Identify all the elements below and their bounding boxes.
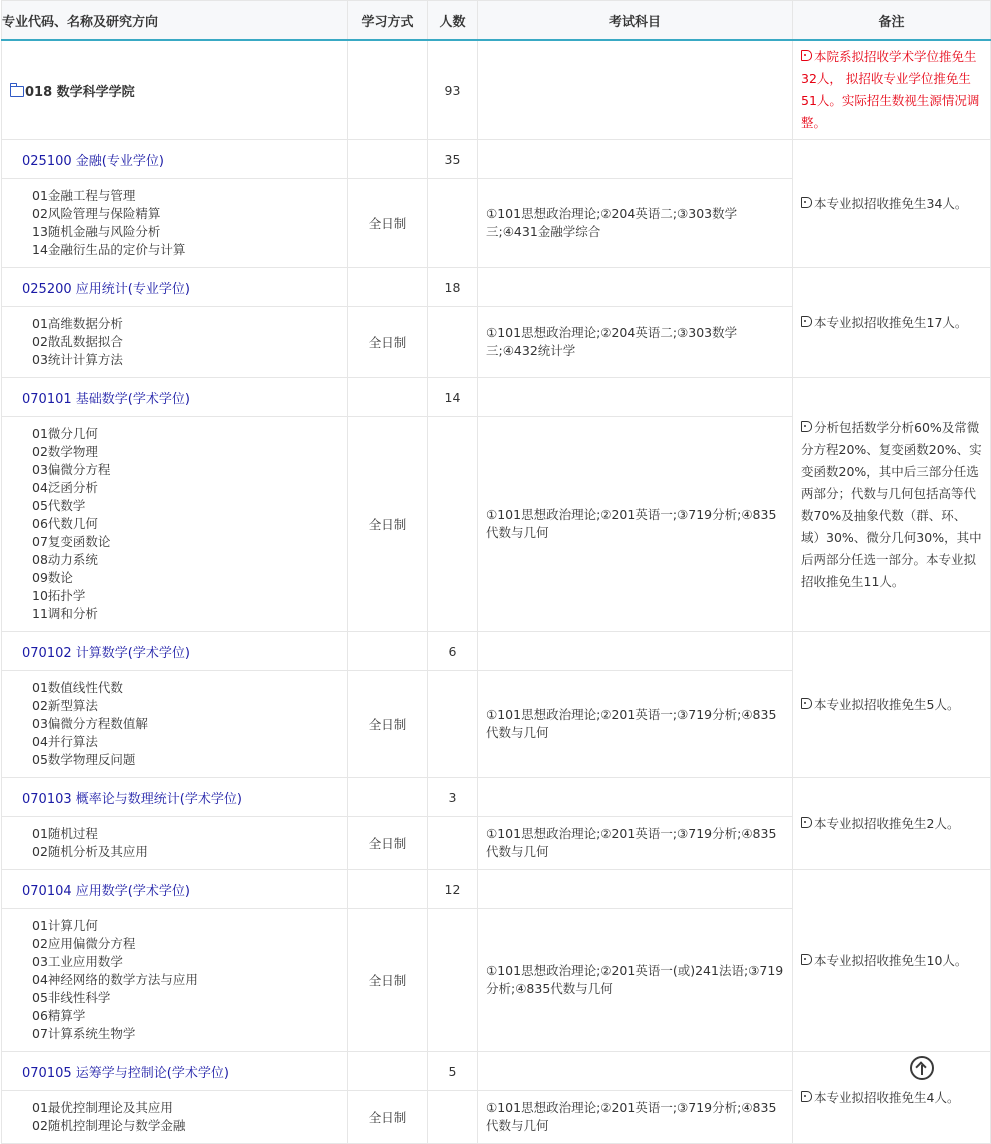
major-mode-cell [348, 268, 428, 307]
major-exam-cell [478, 140, 793, 179]
direction-item: 05数学物理反问题 [32, 752, 136, 767]
count-empty-cell [428, 817, 478, 870]
major-name[interactable]: 025100 金融(专业学位) [2, 140, 348, 179]
major-row [2, 778, 991, 817]
direction-item: 02散乱数据拟合 [32, 334, 123, 349]
research-directions [2, 909, 348, 1052]
direction-item: 03统计计算方法 [32, 352, 123, 367]
direction-item: 02数学物理 [32, 444, 98, 459]
header-exam: 考试科目 [478, 1, 793, 41]
research-directions [2, 179, 348, 268]
dept-remark: 本院系拟招收学术学位推免生32人， 拟招收专业学位推免生51人。实际招生数视生源情况调整。 [801, 49, 980, 130]
direction-item: 01金融工程与管理 [32, 188, 136, 203]
major-remark: 分析包括数学分析60%及常微分方程20%、复变函数20%、实变函数20%，其中后三部分任选两部分；代数与几何包括高等代数70%及抽象代数（群、环、域）30%、微分几何30%，其中后两部分任选一部分。本专业拟招收推免生11人。 [801, 419, 982, 589]
direction-item: 03偏微分方程 [32, 462, 111, 477]
dept-row [2, 40, 991, 140]
direction-item: 02新型算法 [32, 698, 98, 713]
major-mode-cell [348, 778, 428, 817]
back-to-top-button[interactable] [910, 1056, 934, 1080]
direction-item: 01随机过程 [32, 826, 98, 841]
direction-item: 02随机控制理论与数学金融 [32, 1118, 186, 1133]
tag-icon [801, 698, 812, 709]
dept-remark-cell [793, 40, 991, 140]
count-empty-cell [428, 417, 478, 632]
research-directions [2, 817, 348, 870]
direction-item: 05代数学 [32, 498, 86, 513]
major-count: 6 [428, 632, 478, 671]
header-major: 专业代码、名称及研究方向 [2, 1, 348, 41]
tag-icon [801, 1091, 812, 1102]
direction-item: 07复变函数论 [32, 534, 111, 549]
direction-item: 02随机分析及其应用 [32, 844, 148, 859]
study-mode: 全日制 [348, 307, 428, 378]
major-remark-cell [793, 268, 991, 378]
direction-item: 10拓扑学 [32, 588, 86, 603]
count-empty-cell [428, 1091, 478, 1144]
major-remark-cell [793, 778, 991, 870]
major-row [2, 268, 991, 307]
exam-subjects: ①101思想政治理论;②201英语一;③719分析;④835代数与几何 [478, 817, 793, 870]
study-mode: 全日制 [348, 817, 428, 870]
major-row [2, 1052, 991, 1091]
admission-table [1, 0, 991, 1144]
direction-item: 04泛函分析 [32, 480, 98, 495]
direction-item: 01高维数据分析 [32, 316, 123, 331]
major-exam-cell [478, 1052, 793, 1091]
research-directions [2, 1091, 348, 1144]
direction-item: 01计算几何 [32, 918, 98, 933]
tag-icon [801, 954, 812, 965]
direction-item: 14金融衍生品的定价与计算 [32, 242, 186, 257]
tag-icon [801, 421, 812, 432]
major-exam-cell [478, 268, 793, 307]
direction-item: 05非线性科学 [32, 990, 111, 1005]
direction-item: 11调和分析 [32, 606, 98, 621]
study-mode: 全日制 [348, 909, 428, 1052]
major-row [2, 870, 991, 909]
count-empty-cell [428, 307, 478, 378]
direction-item: 02风险管理与保险精算 [32, 206, 161, 221]
exam-subjects: ①101思想政治理论;②201英语一;③719分析;④835代数与几何 [478, 417, 793, 632]
direction-item: 07计算系统生物学 [32, 1026, 136, 1041]
major-row [2, 140, 991, 179]
direction-item: 06代数几何 [32, 516, 98, 531]
direction-item: 04神经网络的数学方法与应用 [32, 972, 198, 987]
major-mode-cell [348, 140, 428, 179]
major-mode-cell [348, 870, 428, 909]
dept-name: 018 数学科学学院 [25, 84, 135, 100]
major-row [2, 378, 991, 417]
major-remark: 本专业拟招收推免生17人。 [814, 314, 968, 330]
exam-subjects: ①101思想政治理论;②204英语二;③303数学三;④431金融学综合 [478, 179, 793, 268]
header-remark: 备注 [793, 1, 991, 41]
major-name[interactable]: 070101 基础数学(学术学位) [2, 378, 348, 417]
research-directions [2, 671, 348, 778]
direction-item: 04并行算法 [32, 734, 98, 749]
major-exam-cell [478, 778, 793, 817]
major-name[interactable]: 070105 运筹学与控制论(学术学位) [2, 1052, 348, 1091]
major-name[interactable]: 025200 应用统计(专业学位) [2, 268, 348, 307]
major-exam-cell [478, 378, 793, 417]
major-name[interactable]: 070104 应用数学(学术学位) [2, 870, 348, 909]
folder-icon [10, 86, 24, 97]
major-mode-cell [348, 378, 428, 417]
major-remark: 本专业拟招收推免生4人。 [814, 1089, 960, 1105]
direction-item: 01数值线性代数 [32, 680, 123, 695]
header-count: 人数 [428, 1, 478, 41]
direction-item: 02应用偏微分方程 [32, 936, 136, 951]
major-mode-cell [348, 632, 428, 671]
count-empty-cell [428, 179, 478, 268]
major-exam-cell [478, 632, 793, 671]
study-mode: 全日制 [348, 179, 428, 268]
tag-icon [801, 50, 812, 61]
exam-subjects: ①101思想政治理论;②201英语一;③719分析;④835代数与几何 [478, 671, 793, 778]
direction-item: 13随机金融与风险分析 [32, 224, 161, 239]
direction-item: 03偏微分方程数值解 [32, 716, 148, 731]
major-count: 18 [428, 268, 478, 307]
major-row [2, 632, 991, 671]
major-remark: 本专业拟招收推免生2人。 [814, 815, 960, 831]
exam-subjects: ①101思想政治理论;②201英语一;③719分析;④835代数与几何 [478, 1091, 793, 1144]
direction-item: 08动力系统 [32, 552, 98, 567]
major-remark: 本专业拟招收推免生5人。 [814, 696, 960, 712]
tag-icon [801, 197, 812, 208]
direction-item: 01最优控制理论及其应用 [32, 1100, 173, 1115]
research-directions [2, 417, 348, 632]
major-remark-cell [793, 378, 991, 632]
research-directions [2, 307, 348, 378]
direction-item: 03工业应用数学 [32, 954, 123, 969]
direction-item: 06精算学 [32, 1008, 86, 1023]
major-name[interactable]: 070103 概率论与数理统计(学术学位) [2, 778, 348, 817]
study-mode: 全日制 [348, 671, 428, 778]
major-remark: 本专业拟招收推免生10人。 [814, 952, 968, 968]
dept-count: 93 [428, 40, 478, 140]
dept-name-cell [2, 40, 348, 140]
major-mode-cell [348, 1052, 428, 1091]
major-count: 35 [428, 140, 478, 179]
major-remark-cell [793, 140, 991, 268]
major-count: 14 [428, 378, 478, 417]
major-name[interactable]: 070102 计算数学(学术学位) [2, 632, 348, 671]
major-exam-cell [478, 870, 793, 909]
major-count: 12 [428, 870, 478, 909]
major-count: 5 [428, 1052, 478, 1091]
major-remark: 本专业拟招收推免生34人。 [814, 195, 968, 211]
major-remark-cell [793, 870, 991, 1052]
exam-subjects: ①101思想政治理论;②201英语一(或)241法语;③719分析;④835代数与几何 [478, 909, 793, 1052]
study-mode: 全日制 [348, 417, 428, 632]
tag-icon [801, 817, 812, 828]
tag-icon [801, 316, 812, 327]
study-mode: 全日制 [348, 1091, 428, 1144]
table-header-row [2, 1, 991, 41]
direction-item: 09数论 [32, 570, 73, 585]
major-remark-cell [793, 1052, 991, 1144]
exam-subjects: ①101思想政治理论;②204英语二;③303数学三;④432统计学 [478, 307, 793, 378]
header-mode: 学习方式 [348, 1, 428, 41]
count-empty-cell [428, 909, 478, 1052]
dept-mode-cell [348, 40, 428, 140]
major-remark-cell [793, 632, 991, 778]
dept-exam-cell [478, 40, 793, 140]
count-empty-cell [428, 671, 478, 778]
direction-item: 01微分几何 [32, 426, 98, 441]
major-count: 3 [428, 778, 478, 817]
